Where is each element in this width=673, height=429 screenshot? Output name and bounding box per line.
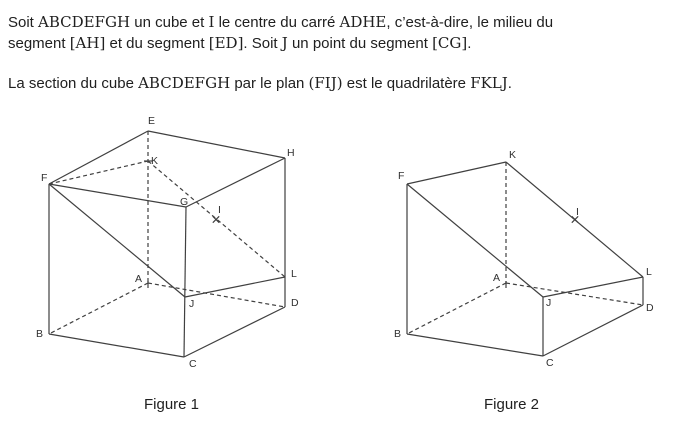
text-run: J — [281, 34, 288, 52]
figure-1-label-L: L — [291, 268, 297, 280]
figure-1-label-H: H — [287, 147, 295, 159]
figure-1-edge-CD — [184, 307, 285, 357]
figure-2-label-A: A — [493, 272, 501, 284]
text-run: I — [208, 13, 215, 31]
figure-1-edge-BC — [49, 334, 184, 357]
figure-1-label-A: A — [135, 273, 143, 285]
figure-1-label-G: G — [180, 196, 189, 208]
text-run: La section du cube — [8, 75, 139, 92]
figure-1-label-E: E — [148, 115, 156, 127]
figure-2-edge-BC — [407, 334, 543, 356]
text-run: . Soit — [243, 35, 282, 52]
figure-1-group — [36, 115, 299, 370]
text-run: segment — [8, 35, 70, 52]
text-run: [ED] — [208, 34, 244, 52]
figure-1-edge-GC — [184, 207, 186, 357]
figure-1-label-C: C — [189, 358, 197, 370]
figure-1-label-J: J — [189, 298, 195, 310]
text-run: , c’est-à-dire, le milieu du — [386, 14, 554, 31]
figure-1-edge-GF — [49, 184, 189, 208]
figure-2-edge-AB — [407, 283, 506, 334]
text-run: . — [507, 75, 512, 92]
figure-1-label-I: I — [218, 204, 221, 216]
figure-1-edge-HG — [186, 158, 285, 207]
figure-2-edge-LJ — [543, 277, 643, 297]
text-run: par le plan — [230, 75, 309, 92]
figure-2-label-I: I — [576, 206, 579, 218]
text-run: ABCDEFGH — [38, 13, 131, 31]
text-run: et du segment — [105, 35, 209, 52]
figure-2-edge-CD — [543, 305, 643, 356]
text-run: un point du segment — [287, 35, 433, 52]
text-run: le centre du carré — [214, 14, 340, 31]
figure-2-label-F: F — [398, 170, 405, 182]
figure-1-label-B: B — [36, 328, 44, 340]
figure-2-label-L: L — [646, 266, 652, 278]
figure-1-edge-JL — [185, 277, 285, 297]
figure-2-edge-JF — [407, 184, 543, 297]
text-run: [CG] — [432, 34, 468, 52]
figure-2-label-C: C — [546, 357, 554, 369]
figure-2-caption: Figure 2 — [484, 396, 540, 413]
figure-2-label-J: J — [546, 297, 552, 309]
figure-1-edge-AB — [49, 283, 148, 334]
figure-1-label-D: D — [291, 297, 299, 309]
figure-2-label-D: D — [646, 302, 654, 314]
figure-1-edge-FJ — [49, 184, 185, 297]
figure-2-edge-FK — [407, 162, 506, 184]
figure-1-edge-FK — [49, 161, 148, 184]
text-run: [AH] — [69, 34, 106, 52]
text-run: (FIJ) — [308, 74, 343, 92]
figure-1-label-K: K — [151, 155, 159, 167]
figure-1-caption: Figure 1 — [144, 396, 200, 413]
figure-2-group — [394, 149, 654, 369]
figure-1-edge-FE — [49, 131, 148, 184]
text-run: ABCDEFGH — [138, 74, 231, 92]
figure-1-edge-EH — [148, 131, 285, 158]
text-run: . — [467, 35, 472, 52]
figure-1-label-F: F — [41, 172, 48, 184]
figure-2-label-B: B — [394, 328, 402, 340]
text-run: un cube et — [130, 14, 209, 31]
figure-1-point-cross-I — [213, 216, 219, 222]
text-run: ADHE — [339, 13, 387, 31]
figure-2-edge-AD — [506, 283, 643, 305]
figure-2-label-K: K — [509, 149, 517, 161]
figure-1-edge-AD — [148, 283, 285, 307]
text-run: est le quadrilatère — [342, 75, 471, 92]
text-run: FKLJ — [470, 74, 508, 92]
text-run: Soit — [8, 14, 39, 31]
